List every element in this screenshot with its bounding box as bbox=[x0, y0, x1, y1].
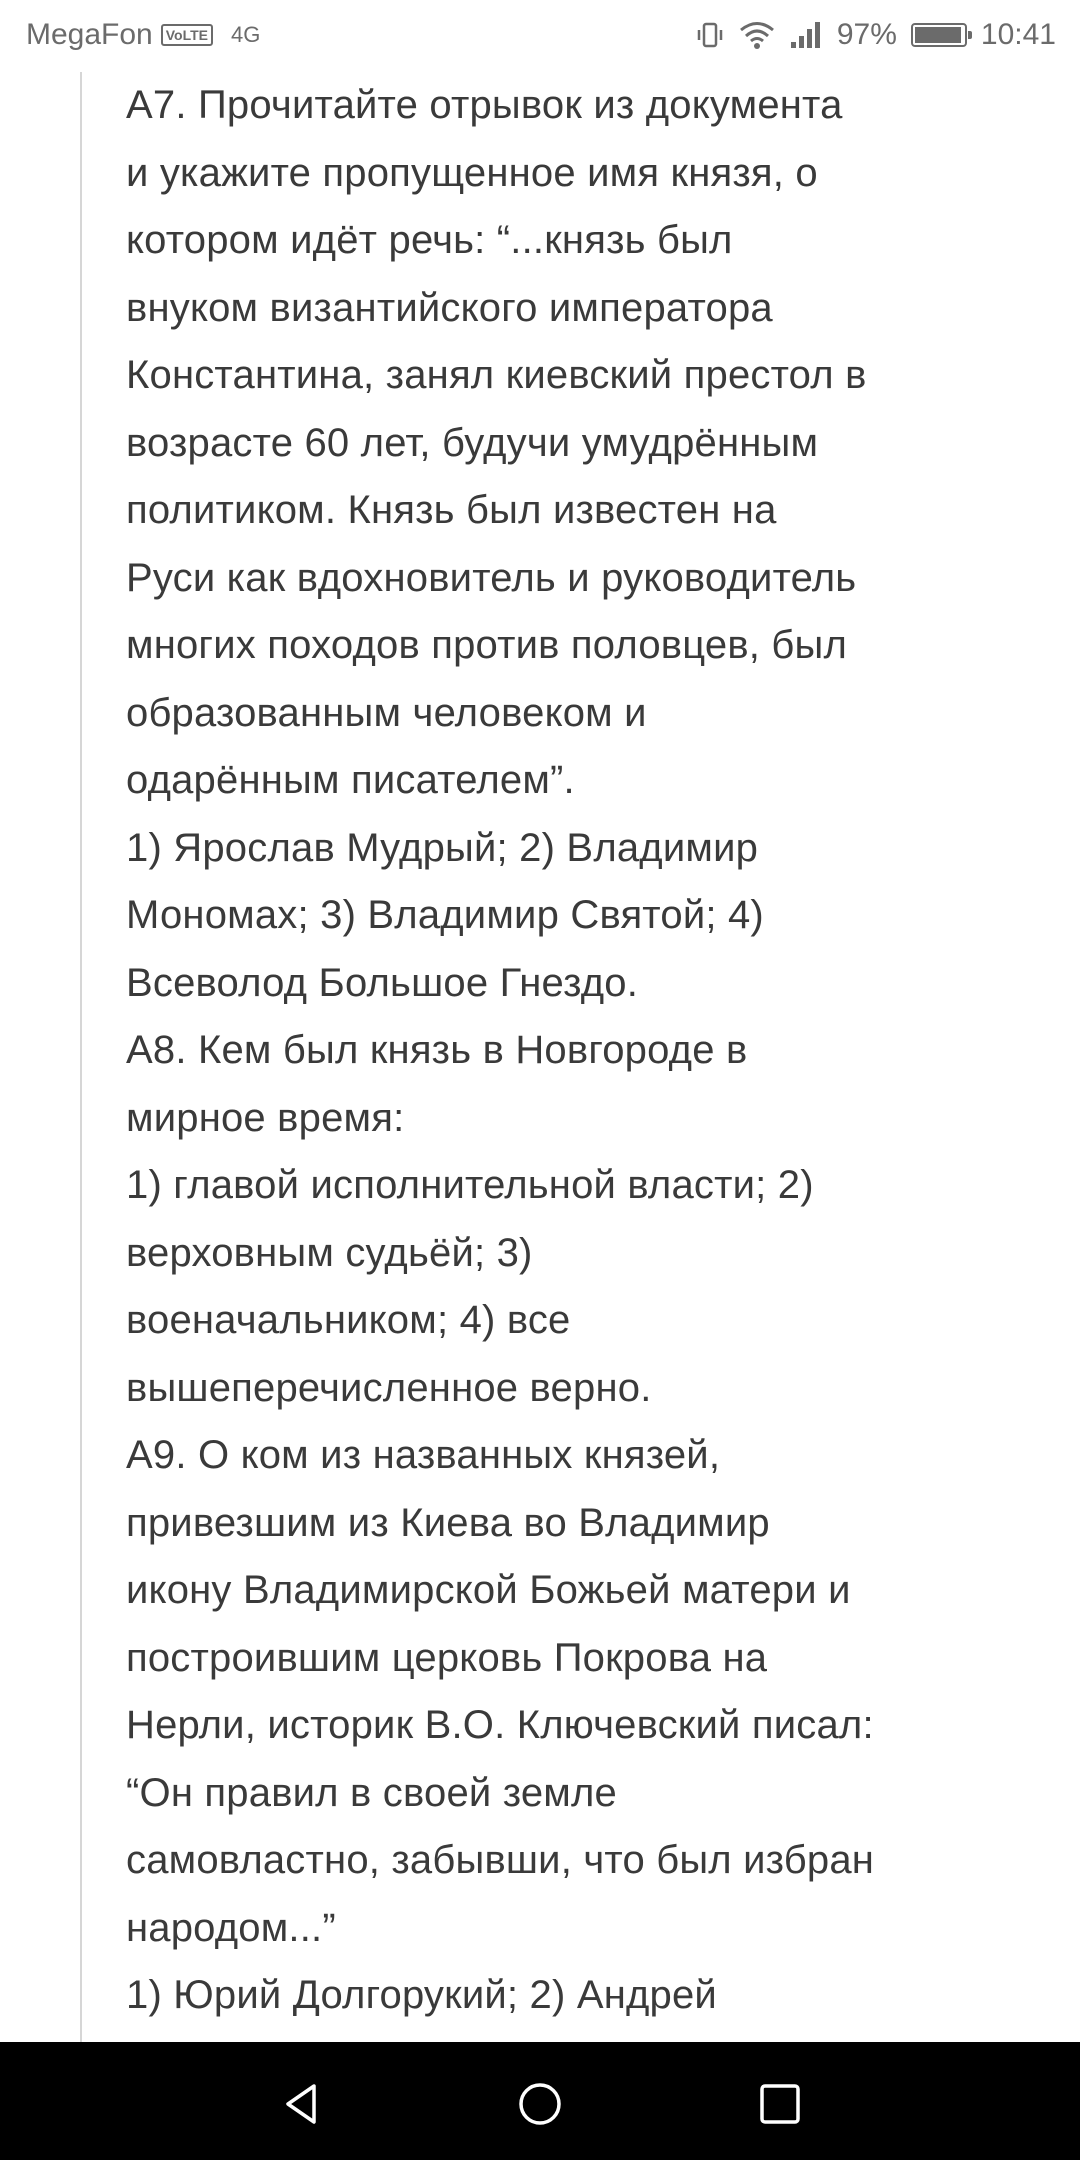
text-line: 1) главой исполнительной власти; 2) bbox=[126, 1163, 814, 1207]
battery-icon bbox=[911, 23, 967, 47]
text-line: народом...” bbox=[126, 1905, 336, 1950]
text-line: икону Владимирской Божьей матери и bbox=[126, 1568, 851, 1612]
network-type: 4G bbox=[231, 22, 261, 47]
battery-percent: 97% bbox=[836, 18, 897, 51]
text-line: Руси как вдохновитель и руководитель bbox=[126, 555, 857, 600]
volte-icon: VoLTE bbox=[161, 24, 213, 46]
text-line: политиком. Князь был известен на bbox=[126, 488, 777, 532]
text-line: мирное время: bbox=[126, 1095, 405, 1140]
clock: 10:41 bbox=[980, 18, 1056, 51]
text-line: вышеперечисленное верно. bbox=[126, 1365, 652, 1410]
document-page bbox=[80, 72, 1080, 2042]
text-line: военачальником; 4) все bbox=[126, 1298, 571, 1342]
text-line: 1) Юрий Долгорукий; 2) Андрей bbox=[126, 1973, 717, 2017]
text-line: “Он правил в своей земле bbox=[126, 1770, 617, 1815]
vibrate-icon bbox=[695, 20, 725, 50]
text-line: Нерли, историк В.О. Ключевский писал: bbox=[126, 1703, 874, 1747]
back-icon[interactable] bbox=[278, 2080, 326, 2128]
battery-fill bbox=[915, 27, 962, 43]
text-line: одарённым писателем”. bbox=[126, 758, 575, 802]
wifi-icon bbox=[739, 20, 775, 50]
status-left bbox=[26, 18, 260, 52]
text-line: Константина, занял киевский престол в bbox=[126, 353, 867, 397]
text-line: самовластно, забывши, что был избран bbox=[126, 1838, 875, 1882]
text-line: верховным судьёй; 3) bbox=[126, 1230, 533, 1275]
text-line: и укажите пропущенное имя князя, о bbox=[126, 150, 818, 195]
text-line: образованным человеком и bbox=[126, 690, 647, 735]
text-line: котором идёт речь: “...князь был bbox=[126, 218, 733, 262]
text-line: Мономах; 3) Владимир Святой; 4) bbox=[126, 893, 764, 937]
text-line bbox=[126, 2030, 1056, 2043]
text-line: внуком византийского императора bbox=[126, 285, 773, 330]
text-line: А8. Кем был князь в Новгороде в bbox=[126, 1028, 748, 1072]
text-line: многих походов против половцев, был bbox=[126, 623, 848, 667]
text-line: А9. О ком из названных князей, bbox=[126, 1433, 721, 1477]
document-viewer[interactable] bbox=[0, 72, 1080, 2042]
text-line: Всеволод Большое Гнездо. bbox=[126, 960, 639, 1005]
text-line: построившим церковь Покрова на bbox=[126, 1635, 768, 1680]
carrier-name: MegaFon bbox=[26, 18, 153, 51]
text-line: 1) Ярослав Мудрый; 2) Владимир bbox=[126, 825, 759, 870]
home-icon[interactable] bbox=[516, 2080, 564, 2128]
navigation-bar bbox=[0, 2042, 1080, 2160]
document-text bbox=[126, 72, 1056, 2042]
text-line: возрасте 60 лет, будучи умудрённым bbox=[126, 420, 819, 465]
recents-icon[interactable] bbox=[756, 2080, 804, 2128]
signal-icon bbox=[789, 20, 823, 50]
status-bar bbox=[0, 0, 1080, 72]
status-right bbox=[695, 18, 1056, 52]
text-line: привезшим из Киева во Владимир bbox=[126, 1500, 770, 1545]
text-line: А7. Прочитайте отрывок из документа bbox=[126, 83, 843, 127]
